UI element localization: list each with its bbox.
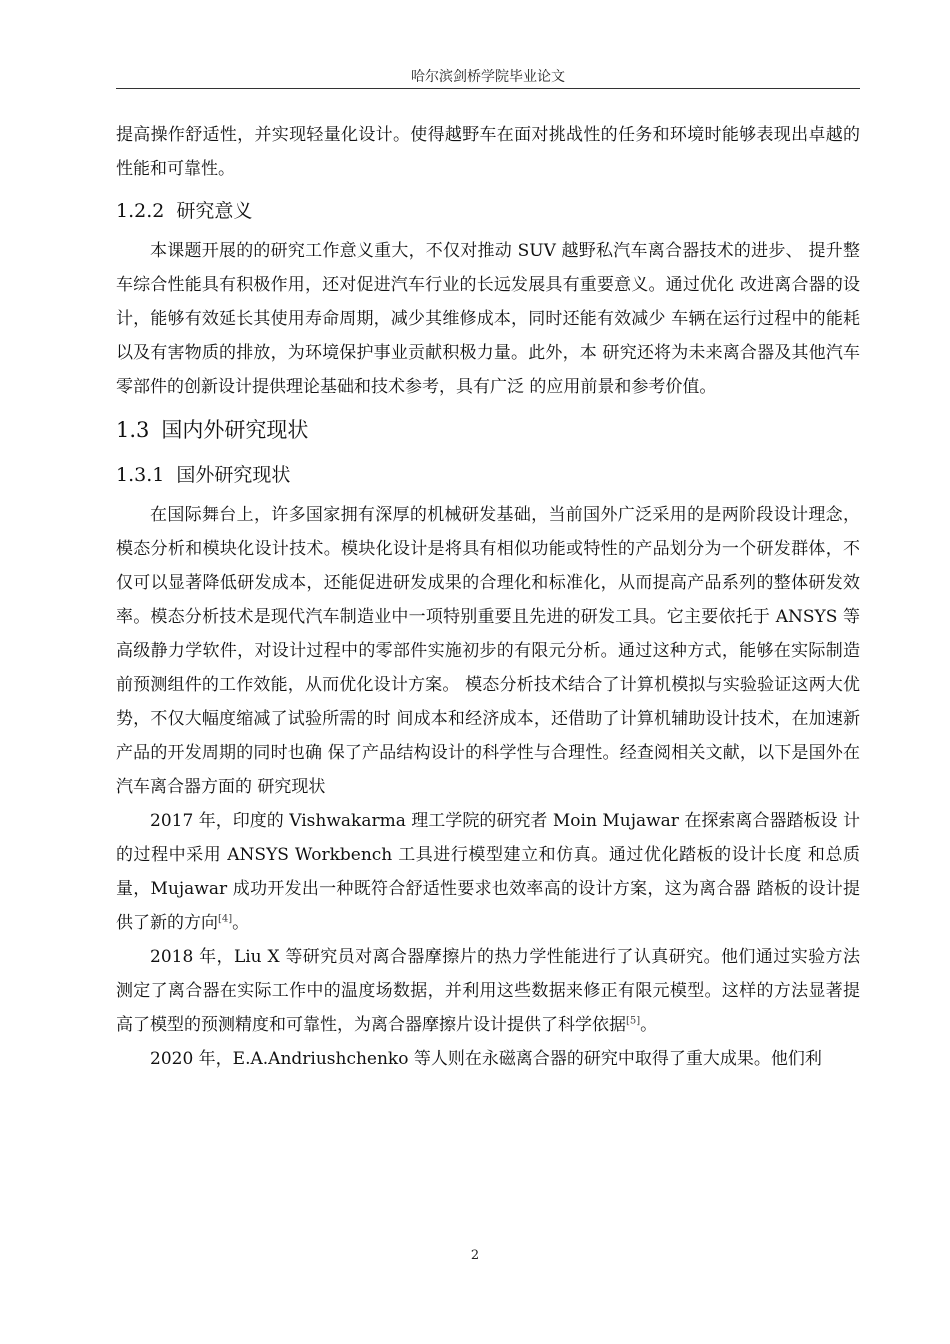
section-number: 1.3.1	[116, 464, 165, 486]
paragraph-end: 。	[232, 913, 250, 933]
page-body	[116, 118, 860, 1076]
section-title: 国内外研究现状	[161, 418, 309, 442]
section-heading-1-3-1	[116, 456, 860, 494]
foreign-research-paragraph-4: 2020 年，E.A.Andriushchenko 等人则在永磁离合器的研究中取得了重大成果。他们利	[150, 1049, 822, 1069]
section-title: 研究意义	[176, 200, 253, 222]
foreign-research-paragraph-1: 在国际舞台上，许多国家拥有深厚的机械研发基础，当前国外广泛采用的是两阶段设计理念，模态分析和模块化设计技术。模块化设计是将具有相似功能或特性的产品划分为一个研发群体，不仅可以显著降低研发成本，还能促进研发成果的合理化和标准化，从而提高产品系列的整体研发效率。模态分析技术是现代汽车制造业中一项特别重要且先进的研发工具。它主要依托于 ANSYS 等高级静力学软件，对设计过程中的零部件实施初步的有限元分析。通过这种方式，能够在实际制造前预测组件的工作效能，从而优化设计方案。 模态分析技术结合了计算机模拟与实验验证这两大优势，不仅大幅度缩减了试验所需的时 间成本和经济成本，还借助了计算机辅助设计技术，在加速新产品的开发周期的同时也确 保了产品结构设计的科学性与合理性。经查阅相关文献，以下是国外在汽车离合器方面的 研究现状	[116, 505, 860, 797]
citation-ref[interactable]: [4]	[218, 913, 233, 925]
paragraph-end: 。	[640, 1015, 658, 1035]
paragraph-text: 2018 年，Liu X 等研究员对离合器摩擦片的热力学性能进行了认真研究。他们通过实验方法测定了离合器在实际工作中的温度场数据，并利用这些数据来修正有限元模型。这样的方法显著提高了模型的预测精度和可靠性，为离合器摩擦片设计提供了科学依据	[116, 947, 860, 1035]
foreign-research-paragraph-3	[116, 940, 860, 1042]
research-significance-paragraph: 本课题开展的的研究工作意义重大，不仅对推动 SUV 越野私汽车离合器技术的进步、 提升整车综合性能具有积极作用，还对促进汽车行业的长远发展具有重要意义。通过优化 改进离合器的设计，能够有效延长其使用寿命周期，减少其维修成本，同时还能有效减少 车辆在运行过程中的能耗以及有害物质的排放，为环境保护事业贡献积极力量。此外，本 研究还将为未来离合器及其他汽车零部件的创新设计提供理论基础和技术参考，具有广泛 的应用前景和参考价值。	[116, 241, 860, 397]
section-heading-1-3	[116, 410, 860, 450]
citation-ref[interactable]: [5]	[626, 1015, 641, 1027]
section-number: 1.2.2	[116, 200, 165, 222]
header-divider	[116, 88, 860, 89]
section-heading-1-2-2	[116, 192, 860, 230]
section-number: 1.3	[116, 418, 150, 442]
intro-paragraph: 提高操作舒适性，并实现轻量化设计。使得越野车在面对挑战性的任务和环境时能够表现出卓越的性能和可靠性。	[116, 125, 860, 179]
page-header: 哈尔滨剑桥学院毕业论文	[411, 69, 565, 85]
section-title: 国外研究现状	[176, 464, 291, 486]
page-number: 2	[470, 1248, 480, 1263]
foreign-research-paragraph-2	[116, 804, 860, 940]
paragraph-text: 2017 年，印度的 Vishwakarma 理工学院的研究者 Moin Mujawar 在探索离合器踏板设 计的过程中采用 ANSYS Workbench 工具进行模型建立和仿真。通过优化踏板的设计长度 和总质量，Mujawar 成功开发出一种既符合舒适性要求也效率高的设计方案，这为离合器 踏板的设计提供了新的方向	[116, 811, 860, 933]
